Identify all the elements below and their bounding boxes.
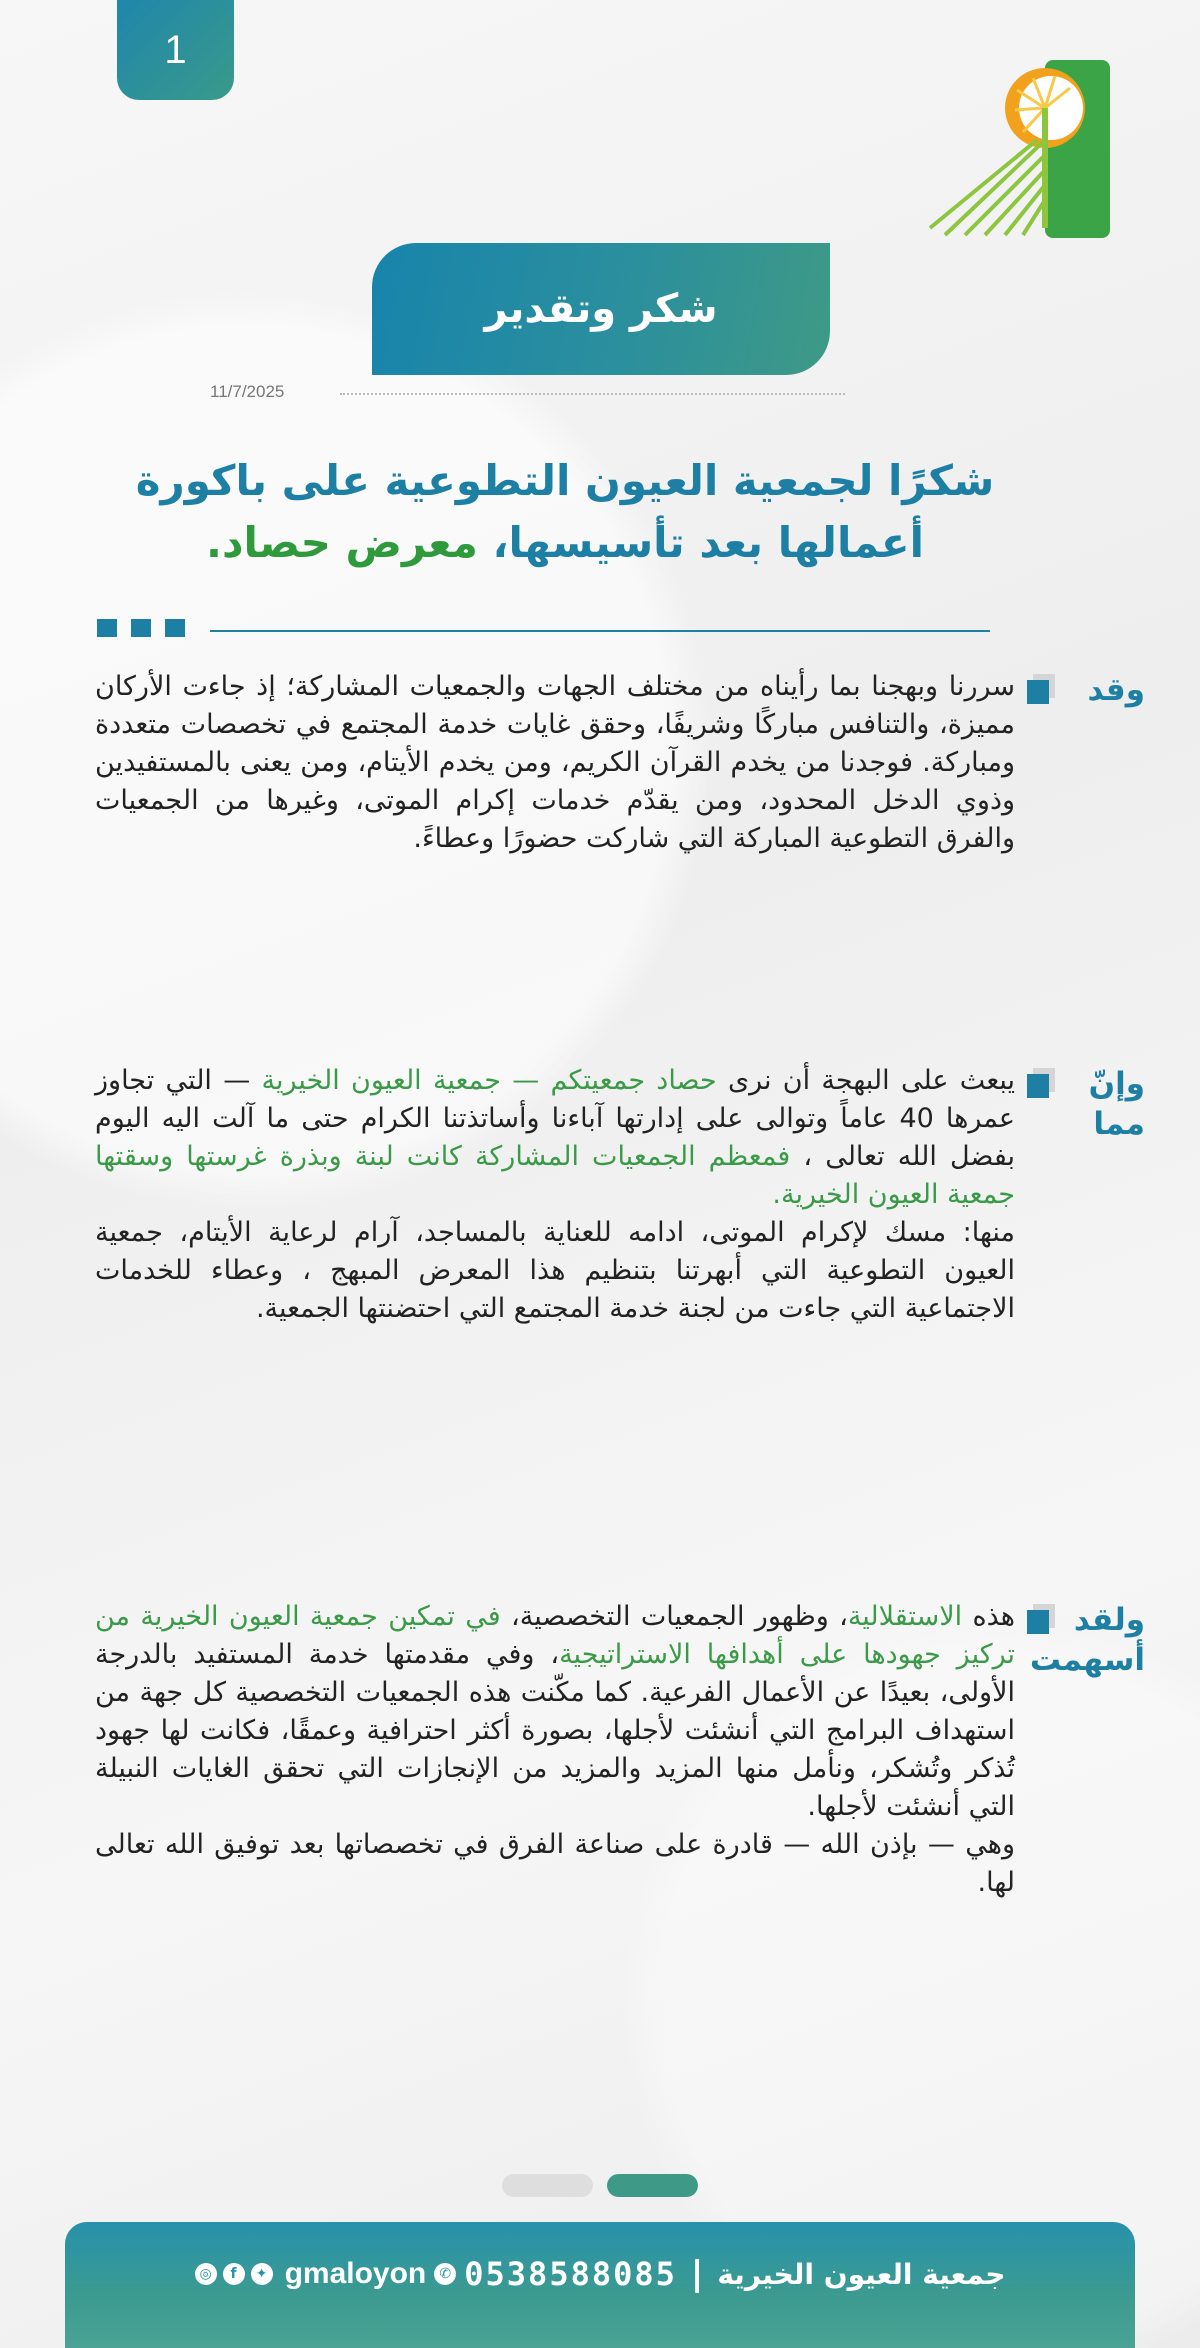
body-text: يبعث على البهجة أن نرى [716,1065,1016,1096]
section-2 [95,1062,1145,1328]
facebook-icon[interactable]: f [223,2263,245,2285]
body-text-highlight: حصاد جمعيتكم — جمعية العيون الخيرية [261,1065,717,1096]
page-dot-1[interactable] [502,2174,593,2197]
section-3 [95,1598,1145,1902]
section-body [95,1062,1015,1328]
banner-title: شكر وتقدير [484,286,718,332]
section-divider [210,630,990,632]
section-label: وقد [1087,672,1145,708]
body-text-extra: منها: مسك لإكرام الموتى، ادامه للعناية بالمساجد، آرام لرعاية الأيتام، جمعية العيون التطوعية التي أبهرتنا بتنظيم هذا المعرض المبهج ، وعطاء للخدمات الاجتماعية التي جاءت من لجنة خدمة المجتمع التي احتضنتها الجمعية. [95,1217,1015,1324]
publish-date: 11/7/2025 [210,382,285,401]
pagination-indicator [0,2174,1200,2197]
title-banner [372,243,830,375]
headline-main: شكرًا لجمعية العيون التطوعية على باكورة أعمالها بعد تأسيسها، [135,456,995,567]
section-label: ولقد أسهمت [1029,1602,1145,1678]
body-text-highlight: فمعظم الجمعيات المشاركة كانت لبنة وبذرة غرستها وسقتها جمعية العيون الخيرية. [95,1141,1015,1210]
decor-square [165,619,185,637]
page-number-badge: 1 [117,0,234,100]
decor-square [97,619,117,637]
bullet-square-icon [1015,668,1055,858]
bullet-square-icon [1015,1598,1055,1902]
bullet-square-icon [1015,1062,1055,1328]
body-text: ، وفي مقدمتها خدمة المستفيد بالدرجة الأولى، بعيدًا عن الأعمال الفرعية. كما مكّنت هذه الجمعيات التخصصية كل جهة من استهداف البرامج التي أنشئت لأجلها، بصورة أكثر احترافية وعمقًا، فكانت لها جهود تُذكر وتُشكر، ونأمل منها المزيد والمزيد من الإنجازات التي تحقق الغايات النبيلة التي أنشئت لأجلها. [95,1639,1015,1822]
page-dot-2-active[interactable] [607,2174,698,2197]
body-text-highlight: في تمكين جمعية العيون الخيرية من تركيز جهودها على أهدافها الاستراتيجية [95,1601,1015,1670]
social-handle: gmaloyon [284,2257,427,2290]
body-text-extra: وهي — بإذن الله — قادرة على صناعة الفرق في تخصصاتها بعد توفيق الله تعالى لها. [95,1829,1015,1898]
body-text: سررنا وبهجنا بما رأيناه من مختلف الجهات والجمعيات المشاركة؛ إذ جاءت الأركان مميزة، والتنافس مباركًا وشريفًا، وحقق غايات خدمة المجتمع في تخصصات متعددة ومباركة. فوجدنا من يخدم القرآن الكريم، ومن يخدم الأيتام، ومن يعنى بالمستفيدين وذوي الدخل المحدود، ومن يقدّم خدمات إكرام الموتى، وغيرها من الجمعيات والفرق التطوعية المباركة التي شاركت حضورًا وعطاءً. [95,671,1015,854]
twitter-icon[interactable]: ✦ [251,2263,273,2285]
footer-separator: | [690,2254,704,2294]
social-icons [195,2263,273,2285]
whatsapp-icon: ✆ [434,2263,456,2285]
body-text-highlight: الاستقلالية [847,1601,963,1632]
footer-org-name: جمعية العيون الخيرية [717,2257,1006,2291]
body-text: ، وظهور الجمعيات التخصصية، [500,1601,848,1632]
headline-highlight: معرض حصاد. [206,518,478,567]
organization-logo [905,60,1110,238]
date-divider [340,393,845,395]
decor-square [131,619,151,637]
body-text: هذه [962,1601,1016,1632]
body-text: — التي تجاوز عمرها 40 عاماً وتوالى على إدارتها آباءنا وأساتذتنا الكرام حتى ما آلت اليه اليوم بفضل الله تعالى ، [95,1065,1015,1172]
phone-number: 0538588085 [464,2255,677,2293]
section-1 [95,668,1145,858]
instagram-icon[interactable]: ◎ [195,2263,217,2285]
section-label: وإنّ مما [1088,1066,1145,1142]
section-body [95,668,1015,858]
headline [80,450,1050,574]
section-body [95,1598,1015,1902]
footer-bar [65,2222,1135,2348]
